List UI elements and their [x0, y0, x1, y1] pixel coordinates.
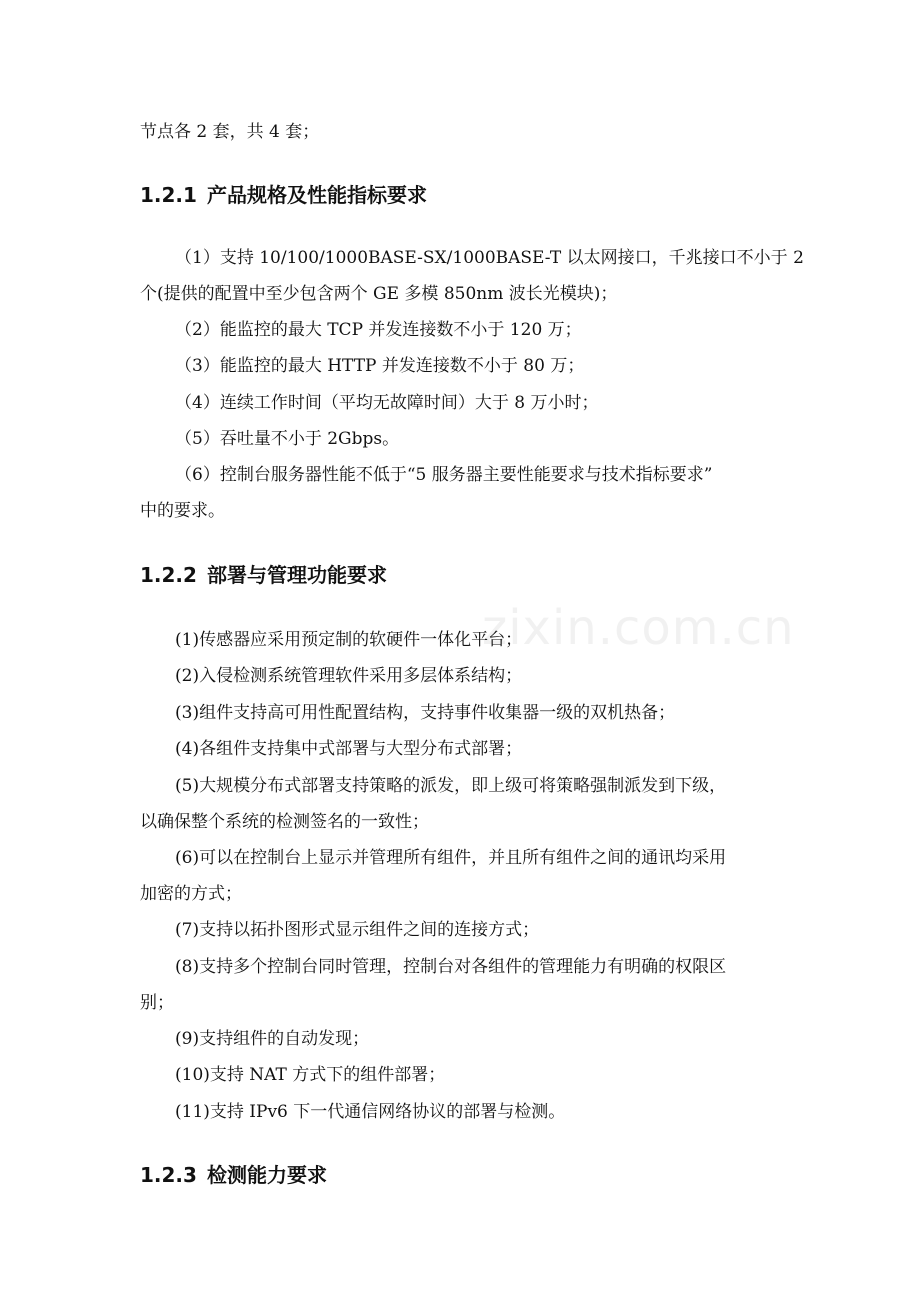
- section-heading-1-2-3: [140, 1163, 327, 1187]
- spec-item-3: （3）能监控的最大 HTTP 并发连接数不小于 80 万；: [175, 356, 585, 376]
- spec-item-4: （4）连续工作时间（平均无故障时间）大于 8 万小时；: [175, 393, 599, 413]
- watermark-logo: [482, 600, 795, 656]
- section-number: 1.2.3: [140, 1163, 197, 1187]
- deploy-item-10: (10)支持 NAT 方式下的组件部署；: [175, 1065, 446, 1085]
- section-heading-1-2-1: [140, 183, 427, 207]
- deploy-item-6-line-1: (6)可以在控制台上显示并管理所有组件，并且所有组件之间的通讯均采用: [175, 848, 727, 868]
- intro-line: 节点各 2 套，共 4 套；: [140, 122, 320, 142]
- spec-item-5: （5）吞吐量不小于 2Gbps。: [175, 429, 400, 449]
- section-title: 检测能力要求: [206, 1163, 327, 1187]
- watermark-text: zixin.com.cn: [482, 600, 795, 656]
- section-number: 1.2.2: [140, 563, 197, 587]
- deploy-item-7: (7)支持以拓扑图形式显示组件之间的连接方式；: [175, 920, 540, 940]
- section-number: 1.2.1: [140, 183, 197, 207]
- deploy-item-6-line-2: 加密的方式；: [140, 884, 242, 904]
- section-title: 部署与管理功能要求: [206, 563, 387, 587]
- deploy-item-8-line-2: 别；: [140, 993, 174, 1013]
- section-heading-1-2-2: [140, 563, 387, 587]
- deploy-item-1: (1)传感器应采用预定制的软硬件一体化平台；: [175, 630, 523, 650]
- spec-item-1-line-2: 个(提供的配置中至少包含两个 GE 多模 850nm 波长光模块)；: [140, 284, 618, 304]
- deploy-item-11: (11)支持 IPv6 下一代通信网络协议的部署与检测。: [175, 1102, 566, 1122]
- spec-item-6-line-2: 中的要求。: [140, 501, 225, 521]
- spec-item-6-line-1: （6）控制台服务器性能不低于“5 服务器主要性能要求与技术指标要求”: [175, 465, 713, 485]
- deploy-item-2: (2)入侵检测系统管理软件采用多层体系结构；: [175, 666, 523, 686]
- section-title: 产品规格及性能指标要求: [206, 183, 427, 207]
- deploy-item-8-line-1: (8)支持多个控制台同时管理，控制台对各组件的管理能力有明确的权限区: [175, 957, 727, 977]
- spec-item-2: （2）能监控的最大 TCP 并发连接数不小于 120 万；: [175, 320, 582, 340]
- deploy-item-4: (4)各组件支持集中式部署与大型分布式部署；: [175, 739, 523, 759]
- deploy-item-5-line-1: (5)大规模分布式部署支持策略的派发，即上级可将策略强制派发到下级，: [175, 776, 727, 796]
- deploy-item-5-line-2: 以确保整个系统的检测签名的一致性；: [140, 812, 429, 832]
- deploy-item-9: (9)支持组件的自动发现；: [175, 1029, 370, 1049]
- deploy-item-3: (3)组件支持高可用性配置结构，支持事件收集器一级的双机热备；: [175, 703, 676, 723]
- spec-item-1-line-1: （1）支持 10/100/1000BASE-SX/1000BASE-T 以太网接口，千兆接口不小于 2: [175, 248, 804, 268]
